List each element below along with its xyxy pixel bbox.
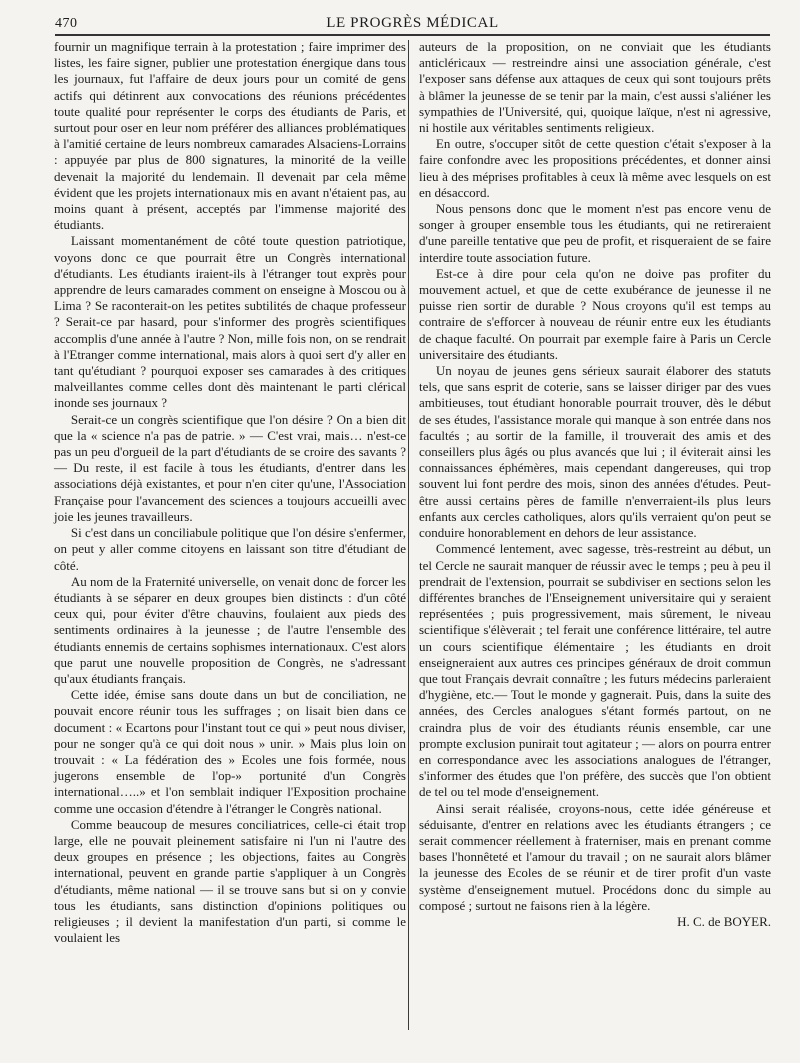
author-signature: H. C. de BOYER. <box>677 913 771 929</box>
paragraph: Nous pensons donc que le moment n'est pas encore venu de songer à grouper ensemble tous les étudiants, qui ne retireraient d'une pareille tentative que peu de profit, et risqueraient de se faire interdire toute association future. <box>419 201 771 265</box>
paragraph: Si c'est dans un conciliabule politique que l'on désire s'enfermer, on peut y aller comme citoyens en laissant son titre d'étudiant de côté. <box>54 525 406 573</box>
paragraph: Commencé lentement, avec sagesse, très-restreint au début, un tel Cercle ne saurait manquer de réussir avec le temps ; peu à peu il prendrait de l'extension, pourrait se subdiviser en sections selon les différentes branches de l'Enseignement universitaire qui y seraient représentées ; puis progressivement, mais sûrement, le niveau scientifique s'élèverait ; tel ferait une conférence littéraire, tel autre un cours scientifique élémentaire ; les étudiants en droit enseigneraient aux autres ces principes généraux de droit commun que tout Français devrait connaître ; les futurs médecins parleraient d'hygiène, etc.— Tout le monde y gagnerait. Puis, dans la suite des années, des Cercles analogues s'étant formés partout, on ne craindra plus de voir des étudiants réunis ensemble, car une prompte exclusion punirait tout agitateur ; — alors on pourra entrer en correspondance avec les associations analogues de l'étranger, s'informer des études que l'on préfère, des succès que l'on obtient de tel ou tel mode d'enseignement. <box>419 541 771 800</box>
paragraph: Est-ce à dire pour cela qu'on ne doive pas profiter du mouvement actuel, et que de cette exubérance de jeunesse il ne puisse rien sortir de durable ? Nous croyons qu'il est temps au contraire de s'efforcer à nouveau de réunir entre eux les étudiants de chaque faculté. On pourrait par exemple faire à Paris un Cercle universitaire des étudiants. <box>419 265 771 362</box>
paragraph: fournir un magnifique terrain à la protestation ; faire imprimer des listes, les faire signer, publier une protestation énergique dans tous les journaux, fut l'affaire de deux jours pour un comité de gens actifs qui détinrent aux convocations des réunions précédentes toute qualité pour représenter le corps des étudiants de Paris, et surtout pour oser en leur nom préférer des alliances problématiques à l'amitié certaine de leurs nombreux camarades Alsaciens-Lorrains : appuyée par plus de 800 signatures, la minorité de la veille devenait la majorité du lendemain. Il devenait par cela même évident que les projets internationaux mis en avant n'étaient pas, au moins quant à présent, acceptés par l'immense majorité des étudiants. <box>54 39 406 233</box>
paragraph: En outre, s'occuper sitôt de cette question c'était s'exposer à la faire confondre avec les propositions précédentes, et donner ainsi lieu à des méprises profitables à ceux là même avec lesquels on est en désaccord. <box>419 136 771 200</box>
page-header <box>55 10 770 32</box>
paragraph: Un noyau de jeunes gens sérieux saurait élaborer des statuts tels, que sans esprit de coterie, sans se laisser diriger par des vues ambitieuses, tout étudiant honorable pourrait trouver, dès le début de ses études, l'assistance morale qui manque à son entrée dans nos facultés ; au sortir de la famille, il trouverait des amis et des conseillers plus âgés ou plus avancés que lui ; il éviterait ainsi les connaissances éphémères, mais cependant dangereuses, qui trop souvent lui font perdre des mois, sinon des années d'études. Peut-être aussi certains pères de famille n'enverraient-ils plus leurs enfants aux cercles catholiques, alors qu'ils verraient qu'on peut se conduire honorablement en dehors de leur assistance. <box>419 363 771 541</box>
page-number: 470 <box>55 16 78 31</box>
right-column <box>419 39 771 930</box>
paragraph: auteurs de la proposition, on ne conviait que les étudiants anticléricaux — restreindre ainsi une association générale, c'est l'exposer sans défense aux attaques de ceux qui sont toujours prêts à blâmer la jeunesse de se tenir par la main, c'est aussi s'aliéner les sympathies de l'Université, qui, quoique laïque, n'est ni agressive, ni hostile aux véritables sentiments religieux. <box>419 39 771 136</box>
column-divider <box>408 40 409 1030</box>
paragraph: Laissant momentanément de côté toute question patriotique, voyons donc ce que pourrait être un Congrès international d'étudiants. Les étudiants iraient-ils à l'étranger tout exprès pour apprendre de leurs camarades comment on enseigne à Moscou ou à Lima ? Se raconterait-on les petites subtilités de chaque professeur ? Serait-ce par hasard, pour s'informer des progrès scientifiques accomplis d'une année à l'autre ? Non, mille fois non, on se rendrait à l'Etranger comme international, mais alors à quoi sert d'y aller en tant qu'étudiant ? pourquoi exposer ses camarades à des critiques malveillantes comme celles dont dès maintenant le parti clérical inonde ses journaux ? <box>54 233 406 411</box>
paragraph: Au nom de la Fraternité universelle, on venait donc de forcer les étudiants à se séparer en deux groupes bien distincts : d'un côté ceux qui, pour éviter d'être chauvins, foulaient aux pieds des sentiments ordinaires à la jeunesse ; de l'autre l'ensemble des étudiants ennemis de certains sophismes internationaux. C'est alors que parut une nouvelle proposition de Congrès, ne s'adressant qu'aux étudiants français. <box>54 573 406 686</box>
running-title: LE PROGRÈS MÉDICAL <box>326 15 499 31</box>
left-column <box>54 39 406 946</box>
header-rule <box>55 34 770 36</box>
paragraph: Cette idée, émise sans doute dans un but de conciliation, ne pouvait encore réunir tous les suffrages ; on lisait bien dans ce document : « Ecartons pour l'instant tout ce qui » peut nous diviser, pour ne songer qu'à ce qui doit nous » unir. » Mais plus loin on trouvait : « La fédération des » Ecoles une fois formée, nous jugerons ensemble de l'op-» portunité d'un Congrès international…..» et l'on semblait indiquer l'Exposition prochaine comme une occasion d'étendre à l'étranger le Congrès national. <box>54 687 406 816</box>
paragraph: Serait-ce un congrès scientifique que l'on désire ? On a bien dit que la « science n'a pas de patrie. » — C'est vrai, mais… n'est-ce pas un peu d'orgueil de la part d'étudiants de se croire des savants ? — Du reste, il est facile à tous les étudiants, d'entrer dans les associations déjà existantes, et pour n'en citer qu'une, l'Association Française pour l'avancement des sciences a toujours accueilli avec joie les jeunes travailleurs. <box>54 411 406 524</box>
paragraph: Comme beaucoup de mesures conciliatrices, celle-ci était trop large, elle ne pouvait pleinement satisfaire ni l'un ni l'autre des deux groupes en présence ; les objections, faites au Congrès international, peuvent en grande partie s'appliquer à un Congrès d'étudiants, même national — il se trouve sans but si on y convie tous les étudiants, sans distinction d'opinions politiques ou religieuses ; il devient la manifestation d'un parti, si comme le voulaient les <box>54 816 406 946</box>
paragraph: Ainsi serait réalisée, croyons-nous, cette idée généreuse et séduisante, d'entrer en relations avec les étudiants étrangers ; ce serait commencer réellement à fraterniser, mais en prenant comme bases l'honnêteté et l'amour du travail ; on ne saurait alors blâmer la jeunesse des Ecoles de se réunir et de tirer profit d'un vaste système d'enseignement mutuel. Procédons donc du simple au composé ; surtout ne faisons rien à la légère. <box>419 800 771 913</box>
